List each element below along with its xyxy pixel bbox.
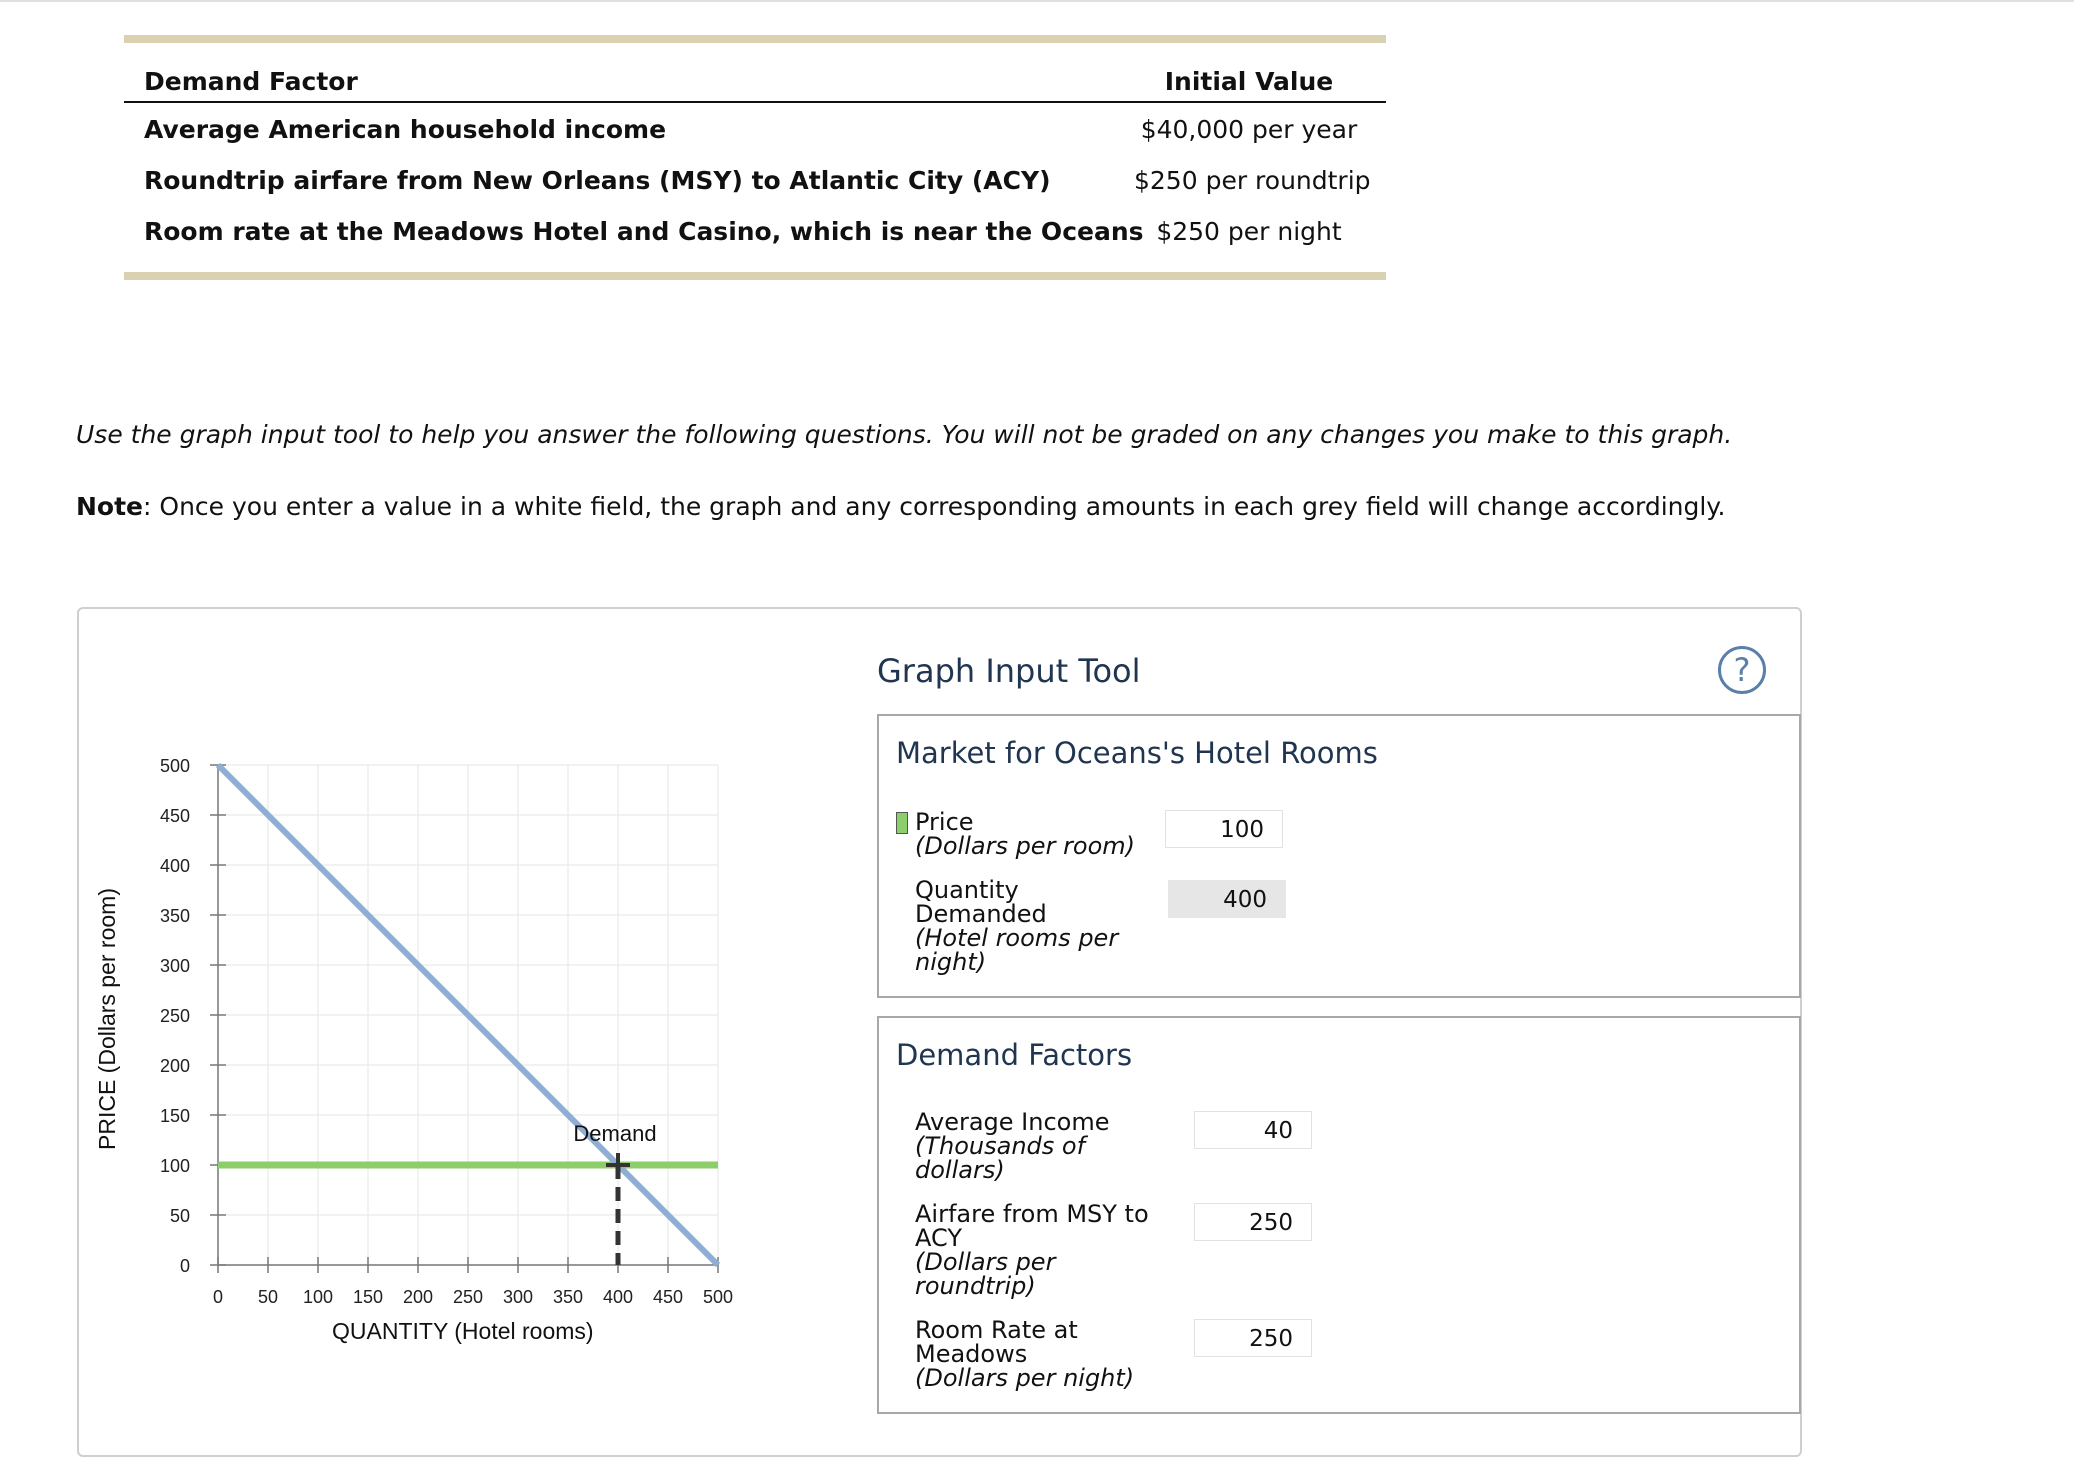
room-rate-label bbox=[915, 1318, 1134, 1390]
note-label: Note bbox=[76, 492, 144, 521]
y-tick-label: 250 bbox=[159, 1006, 190, 1026]
qd-label-line2: Demanded bbox=[915, 900, 1047, 928]
airfare-label-line1: Airfare from MSY to bbox=[915, 1200, 1149, 1228]
airfare-label bbox=[915, 1202, 1149, 1298]
price-label bbox=[915, 810, 1135, 858]
y-tick-label: 200 bbox=[159, 1056, 190, 1076]
x-tick-label: 300 bbox=[502, 1287, 534, 1307]
income-label-text: Average Income bbox=[915, 1108, 1110, 1136]
demand-factors-title: Demand Factors bbox=[896, 1038, 1133, 1072]
row-factor: Roundtrip airfare from New Orleans (MSY) to Atlantic City (ACY) bbox=[144, 166, 1051, 195]
y-tick-label: 0 bbox=[179, 1256, 190, 1276]
airfare-input[interactable]: 250 bbox=[1194, 1203, 1312, 1241]
row-factor: Room rate at the Meadows Hotel and Casino, which is near the Oceans bbox=[144, 217, 1144, 246]
header-initial-value: Initial Value bbox=[1164, 67, 1334, 96]
market-title: Market for Oceans's Hotel Rooms bbox=[896, 736, 1378, 770]
row-value: $250 per night bbox=[1156, 217, 1342, 246]
income-unit-line1: (Thousands of bbox=[915, 1132, 1086, 1160]
y-axis-label: PRICE (Dollars per room) bbox=[94, 888, 120, 1150]
y-tick-label: 450 bbox=[159, 806, 190, 826]
x-tick-label: 400 bbox=[602, 1287, 634, 1307]
row-factor: Average American household income bbox=[144, 115, 667, 144]
x-tick-label: 200 bbox=[402, 1287, 434, 1307]
note-body: : Once you enter a value in a white field, the graph and any corresponding amounts in each grey field will change accordingly. bbox=[143, 492, 1726, 521]
row-value: $40,000 per year bbox=[1140, 115, 1358, 144]
x-tick-label: 100 bbox=[302, 1287, 334, 1307]
quantity-demanded-output: 400 bbox=[1168, 880, 1286, 918]
x-tick-label: 50 bbox=[257, 1287, 279, 1307]
income-label bbox=[915, 1110, 1110, 1182]
x-axis-label: QUANTITY (Hotel rooms) bbox=[332, 1318, 594, 1344]
room-rate-label-line2: Meadows bbox=[915, 1340, 1028, 1368]
x-tick-label: 250 bbox=[452, 1287, 484, 1307]
y-tick-label: 50 bbox=[169, 1206, 190, 1226]
help-icon[interactable]: ? bbox=[1718, 646, 1766, 694]
quantity-demanded-label bbox=[915, 878, 1118, 974]
room-rate-input[interactable]: 250 bbox=[1194, 1319, 1312, 1357]
qd-label-line1: Quantity bbox=[915, 876, 1019, 904]
price-unit: (Dollars per room) bbox=[915, 832, 1136, 860]
y-tick-label: 100 bbox=[159, 1156, 190, 1176]
airfare-unit-line2: roundtrip) bbox=[915, 1272, 1036, 1300]
income-input[interactable]: 40 bbox=[1194, 1111, 1312, 1149]
price-input[interactable]: 100 bbox=[1165, 810, 1283, 848]
y-tick-label: 400 bbox=[159, 856, 190, 876]
qd-unit-line1: (Hotel rooms per bbox=[915, 924, 1119, 952]
instructions-text: Use the graph input tool to help you answer the following questions. You will not be graded on any changes you make to this graph. bbox=[76, 420, 1733, 449]
airfare-unit-line1: (Dollars per bbox=[915, 1248, 1056, 1276]
y-tick-label: 500 bbox=[159, 756, 190, 776]
airfare-label-line2: ACY bbox=[915, 1224, 962, 1252]
demand-curve-label: Demand bbox=[573, 1121, 657, 1146]
income-unit-line2: dollars) bbox=[915, 1156, 1005, 1184]
y-tick-label: 300 bbox=[159, 956, 190, 976]
price-label-text: Price bbox=[915, 808, 974, 836]
x-tick-label: 350 bbox=[552, 1287, 584, 1307]
room-rate-label-line1: Room Rate at bbox=[915, 1316, 1078, 1344]
x-tick-label: 0 bbox=[212, 1287, 224, 1307]
y-tick-label: 350 bbox=[159, 906, 190, 926]
qd-unit-line2: night) bbox=[915, 948, 987, 976]
header-demand-factor: Demand Factor bbox=[144, 67, 358, 96]
x-tick-label: 450 bbox=[652, 1287, 684, 1307]
x-tick-label: 150 bbox=[352, 1287, 384, 1307]
y-tick-label: 150 bbox=[159, 1106, 190, 1126]
x-tick-label: 500 bbox=[702, 1287, 734, 1307]
row-value: $250 per roundtrip bbox=[1134, 166, 1371, 195]
room-rate-unit: (Dollars per night) bbox=[915, 1364, 1135, 1392]
graph-input-tool-title: Graph Input Tool bbox=[877, 652, 1141, 690]
price-line-legend-swatch bbox=[896, 812, 908, 834]
